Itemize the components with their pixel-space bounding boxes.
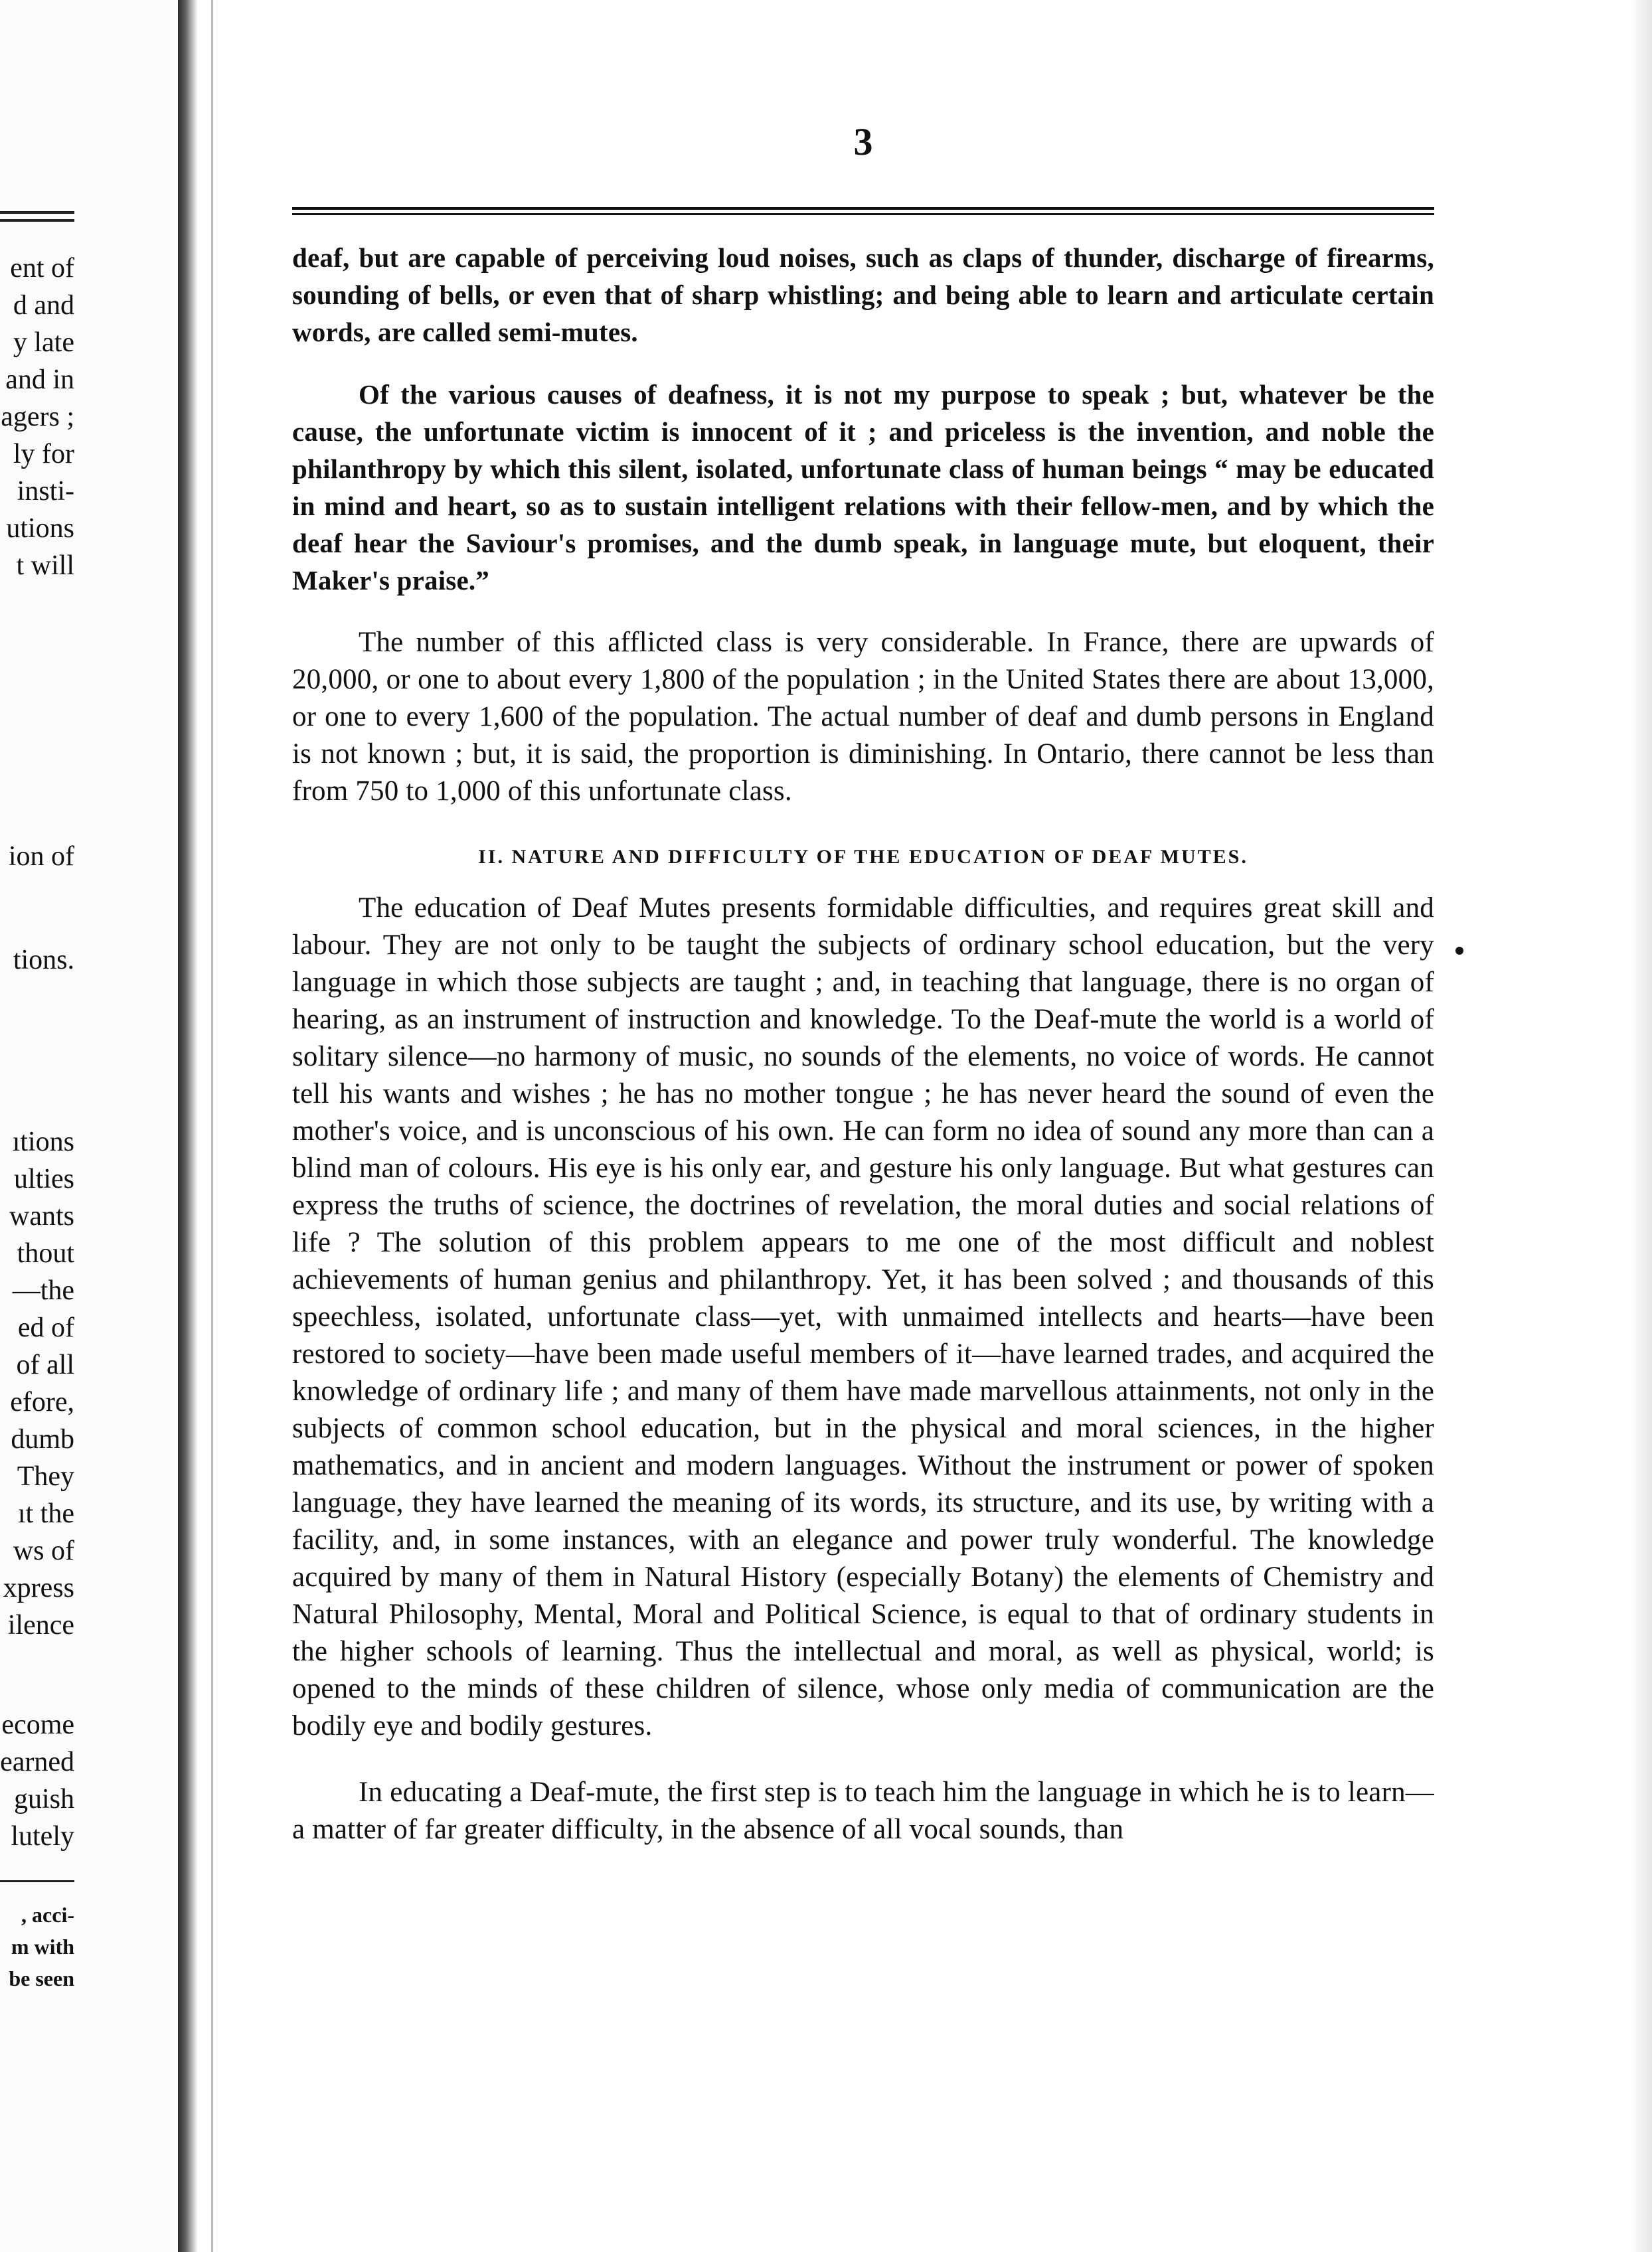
body-text [292,239,1434,1848]
facing-page-line: xpress [3,1573,74,1603]
header-rule [292,207,1434,215]
facing-page-line: earned [0,1747,74,1777]
paragraph-number-afflicted: The number of this afflicted class is very considerable. In France, there are upwards of 20,000, or one to about every 1,800 of the population ; in the United States there are about 13,000, or one to every 1,600 of the population. The actual number of deaf and dumb persons in England is not known ; but, it is said, the proportion is diminishing. In Ontario, there cannot be less than from 750 to 1,000 of this unfortunate class. [292,627,1434,807]
facing-page-rule [0,219,74,222]
facing-page-line: thout [17,1238,74,1269]
book-gutter-shadow [178,0,198,2252]
paragraph-causes-of-deafness: Of the various causes of deafness, it is not my purpose to speak ; but, whatever be the cause, the unfortunate victim is innocent of it ; and priceless is the invention, and noble the philanthropy by which this silent, isolated, unfortunate class of human beings “ may be educated in mind and heart, so as to sustain intelligent relations with their fellow-men, and by which the deaf hear the Saviour's promises, and the dumb speak, in language mute, but eloquent, their Maker's praise.” [292,379,1434,596]
facing-page-line: ly for [13,439,74,469]
facing-page-line: efore, [10,1387,74,1417]
paragraph-educating-deaf-mute: In educating a Deaf-mute, the first step is to teach him the language in which he is to learn—a matter of far greater difficulty, in the absence of all vocal sounds, than [292,1777,1434,1845]
paragraph-education-difficulties: The education of Deaf Mutes presents formidable difficulties, and requires great skill and labour. They are not only to be taught the subjects of ordinary school education, but the very language in which those subjects are taught ; and, in teaching that language, there is no organ of hearing, as an instrument of instruction and knowledge. To the Deaf-mute the world is a world of solitary silence—no harmony of music, no sounds of the elements, no voice of words. He cannot tell his wants and wishes ; he has no mother tongue ; he has never heard the sound of even the mother's voice, and is unconscious of his own. He can form no idea of sound any more than can a blind man of colours. His eye is his only ear, and gesture his only language. But what gestures can express the truths of science, the doctrines of revelation, the moral duties and social relations of life ? The solution of this problem appears to me one of the most difficult and noblest achievements of human genius and philanthropy. Yet, it has been solved ; and thousands of this speechless, isolated, unfortunate class—yet, with unmaimed intellects and hearts—have been restored to society—have been made useful members of it—have learned trades, and acquired the knowledge of ordinary life ; and many of them have made marvellous attainments, not only in the subjects of common school education, but in the physical and moral sciences, in the higher mathematics, and in ancient and modern languages. Without the instrument or power of spoken language, they have learned the meaning of its words, its structure, and its use, by writing with a facility, and, in some instances, with an elegance and power truly wonderful. The knowledge acquired by many of them in Natural History (especially Botany) the elements of Chemistry and Natural Philosophy, Mental, Moral and Political Science, is equal to that of ordinary students in the higher schools of learning. Thus the intellectual and moral, as well as physical, world; is opened to the minds of these children of silence, whose only media of communication are the bodily eye and bodily gestures. [292,892,1434,1741]
facing-page-line: of all [16,1350,74,1380]
facing-page-line: They [17,1461,74,1492]
print-speck [1455,947,1463,955]
facing-page-line: ion of [8,841,74,872]
facing-page-line: , acci- [21,1903,74,1927]
facing-page-line: ecome [1,1710,74,1740]
facing-page-line: d and [13,290,74,321]
facing-page-line: ws of [13,1536,74,1566]
facing-page-line: ıt the [17,1498,74,1529]
page-number: 3 [853,120,873,163]
facing-page-line: ilence [7,1610,74,1641]
facing-page-line: be seen [9,1967,74,1990]
facing-page-line: ulties [14,1164,74,1194]
facing-page-line: wants [9,1201,74,1232]
facing-page-line: —the [12,1275,74,1306]
book-gutter-line [211,0,213,2252]
facing-page-footnote-rule [0,1880,74,1882]
facing-page-line: y late [13,327,74,358]
facing-page-line: ıtions [12,1127,74,1157]
paragraph-continued: deaf, but are capable of perceiving loud noises, such as claps of thunder, discharge of firearms, sounding of bells, or even that of sharp whistling; and being able to learn and articulate certain words, are called semi-mutes. [292,242,1434,347]
facing-page-line: utions [6,513,74,544]
facing-page-line: dumb [11,1424,74,1455]
facing-page-line: insti- [17,476,74,507]
facing-page-line: m with [11,1935,74,1959]
facing-page-line: ed of [17,1313,74,1343]
facing-page-line: ent of [10,253,74,283]
facing-page-line: guish [13,1784,74,1814]
facing-page-fragment [0,0,179,2252]
facing-page-line: tions. [13,945,74,975]
section-heading: II. NATURE AND DIFFICULTY OF THE EDUCATION OF DEAF MUTES. [478,846,1248,868]
facing-page-line: and in [5,364,74,395]
main-page [292,0,1434,2252]
facing-page-line: t will [16,550,74,581]
page-edge-shadow [1630,0,1652,2252]
facing-page-rule [0,211,74,214]
facing-page-line: lutely [11,1821,74,1852]
facing-page-line: agers ; [1,402,74,432]
